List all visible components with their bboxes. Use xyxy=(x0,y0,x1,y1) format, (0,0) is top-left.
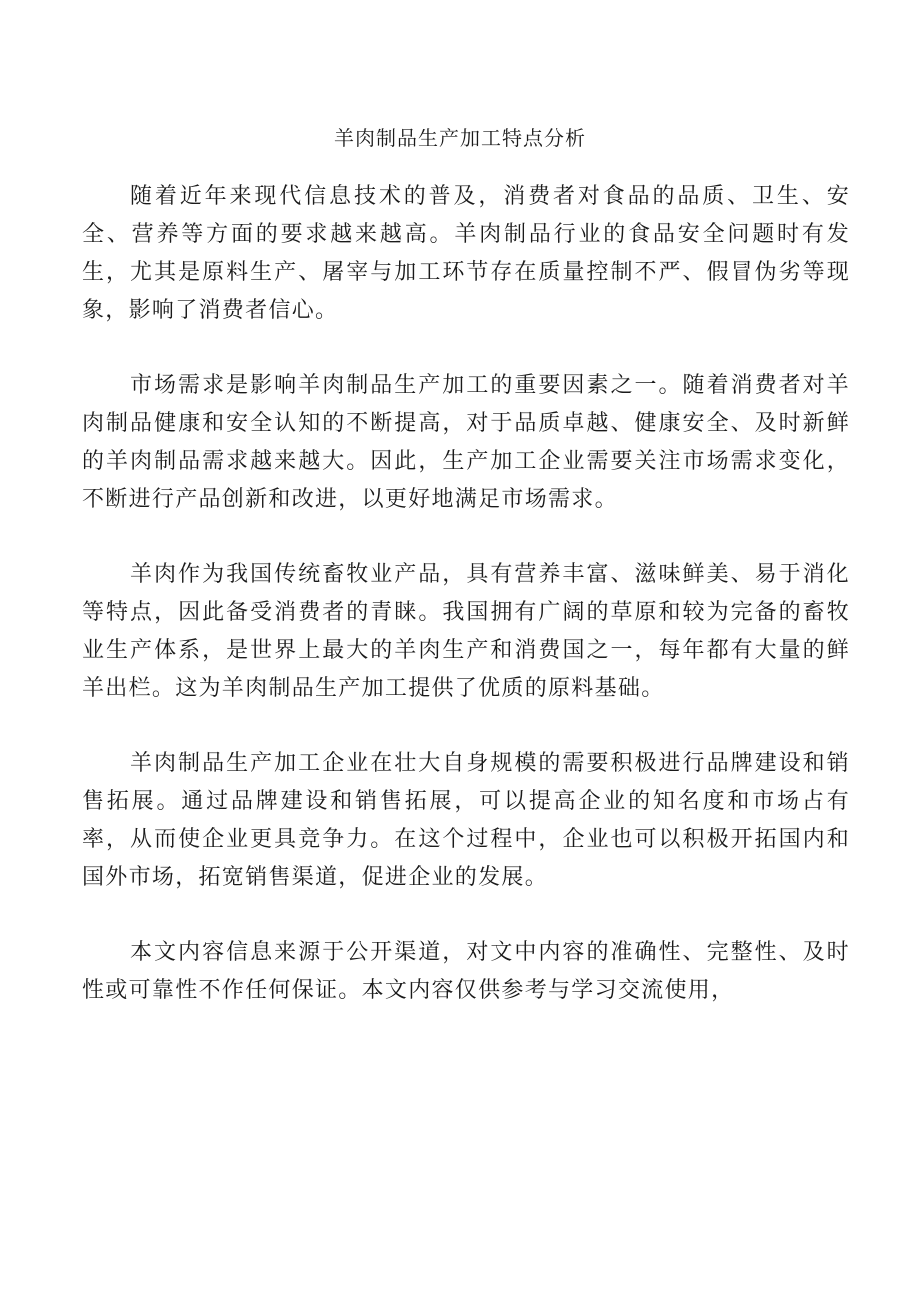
paragraph-3: 羊肉作为我国传统畜牧业产品，具有营养丰富、滋味鲜美、易于消化等特点，因此备受消费者的青睐。我国拥有广阔的草原和较为完备的畜牧业生产体系，是世界上最大的羊肉生产和消费国之一，每年都有大量的鲜羊出栏。这为羊肉制品生产加工提供了优质的原料基础。 xyxy=(82,562,850,701)
paragraph-1: 随着近年来现代信息技术的普及，消费者对食品的品质、卫生、安全、营养等方面的要求越来越高。羊肉制品行业的食品安全问题时有发生，尤其是原料生产、屠宰与加工环节存在质量控制不严、假冒伪劣等现象，影响了消费者信心。 xyxy=(82,184,850,323)
document-title: 羊肉制品生产加工特点分析 xyxy=(334,126,586,150)
paragraph-4: 羊肉制品生产加工企业在壮大自身规模的需要积极进行品牌建设和销售拓展。通过品牌建设和销售拓展，可以提高企业的知名度和市场占有率，从而使企业更具竞争力。在这个过程中，企业也可以积极开拓国内和国外市场，拓宽销售渠道，促进企业的发展。 xyxy=(82,751,850,890)
document-body xyxy=(82,178,850,1047)
paragraph-2: 市场需求是影响羊肉制品生产加工的重要因素之一。随着消费者对羊肉制品健康和安全认知的不断提高，对于品质卓越、健康安全、及时新鲜的羊肉制品需求越来越大。因此，生产加工企业需要关注市场需求变化，不断进行产品创新和改进，以更好地满足市场需求。 xyxy=(82,373,850,512)
paragraph-5: 本文内容信息来源于公开渠道，对文中内容的准确性、完整性、及时性或可靠性不作任何保证。本文内容仅供参考与学习交流使用， xyxy=(82,940,850,1003)
